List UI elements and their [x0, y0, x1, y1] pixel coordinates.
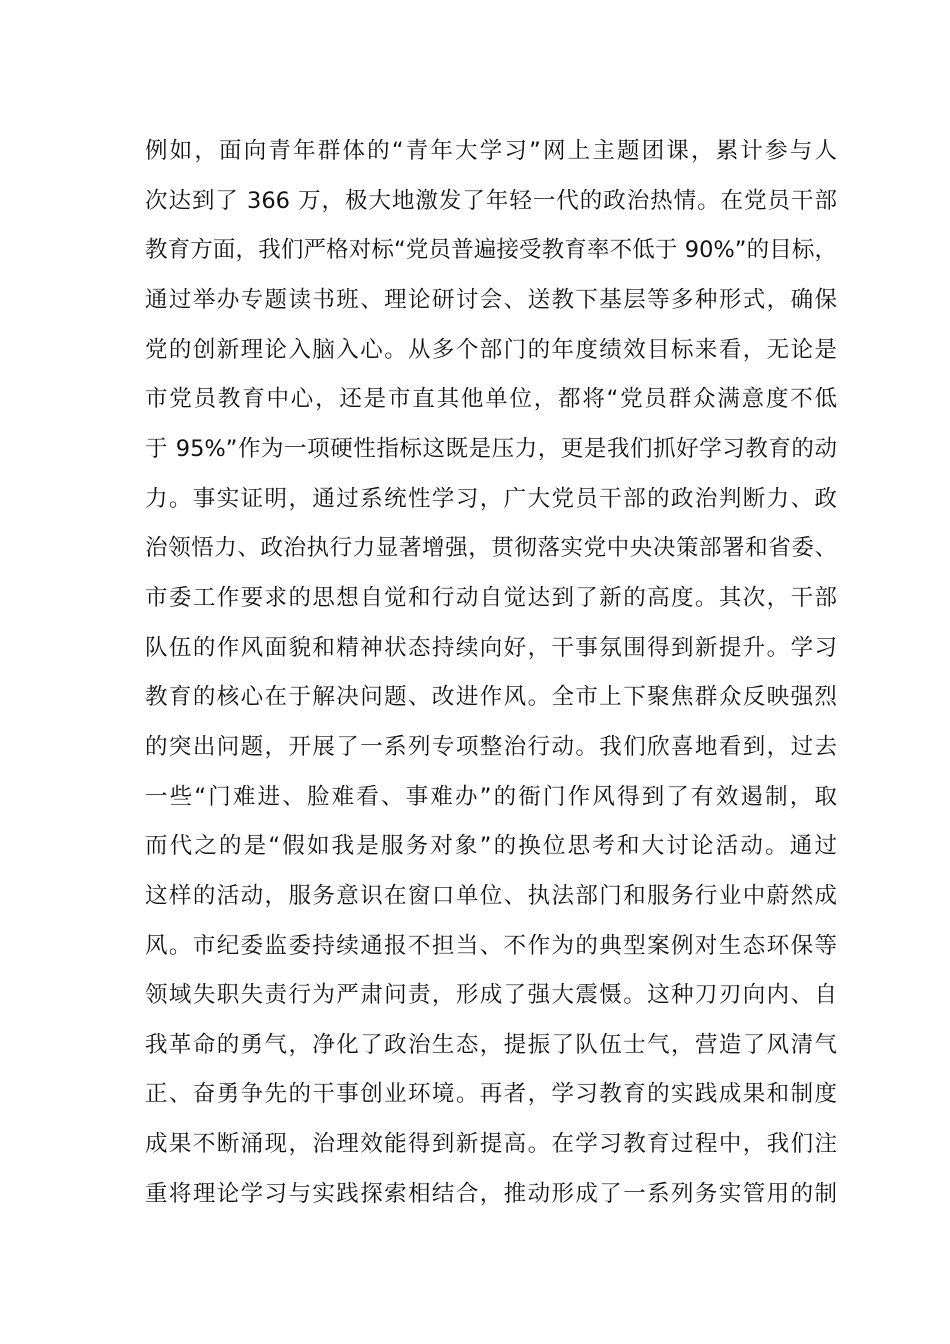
text-line: 这样的活动，服务意识在窗口单位、执法部门和服务行业中蔚然成	[145, 882, 837, 909]
text-line: 通过举办专题读书班、理论研讨会、送教下基层等多种形式，确保	[145, 286, 837, 313]
text-line: 例如，面向青年群体的“青年大学习”网上主题团课，累计参与人	[145, 138, 837, 164]
text-line: 市委工作要求的思想自觉和行动自觉达到了新的高度。其次，干部	[145, 584, 837, 611]
text-line: 重将理论学习与实践探索相结合，推动形成了一系列务实管用的制	[145, 1180, 837, 1207]
text-line: 市党员教育中心，还是市直其他单位，都将“党员群众满意度不低	[145, 386, 837, 413]
text-line: 治领悟力、政治执行力显著增强，贯彻落实党中央决策部署和省委、	[145, 535, 837, 562]
text-line: 次达到了 366 万，极大地激发了年轻一代的政治热情。在党员干部	[145, 187, 837, 214]
text-line: 正、奋勇争先的干事创业环境。再者，学习教育的实践成果和制度	[145, 1081, 837, 1108]
text-line: 党的创新理论入脑入心。从多个部门的年度绩效目标来看，无论是	[145, 336, 837, 363]
body-paragraph	[145, 127, 837, 1219]
text-line: 我革命的勇气，净化了政治生态，提振了队伍士气，营造了风清气	[145, 1031, 837, 1058]
text-line: 教育的核心在于解决问题、改进作风。全市上下聚焦群众反映强烈	[145, 684, 837, 711]
text-line: 教育方面，我们严格对标“党员普遍接受教育率不低于 90%”的目标，	[145, 237, 837, 264]
text-line: 成果不断涌现，治理效能得到新提高。在学习教育过程中，我们注	[145, 1131, 837, 1158]
text-line: 的突出问题，开展了一系列专项整治行动。我们欣喜地看到，过去	[145, 733, 837, 760]
text-line: 而代之的是“假如我是服务对象”的换位思考和大讨论活动。通过	[145, 833, 837, 860]
text-line: 一些“门难进、脸难看、事难办”的衙门作风得到了有效遏制，取	[145, 783, 837, 810]
text-line: 于 95%”作为一项硬性指标这既是压力，更是我们抓好学习教育的动	[145, 435, 837, 462]
text-line: 风。市纪委监委持续通报不担当、不作为的典型案例对生态环保等	[145, 932, 837, 959]
text-line: 队伍的作风面貌和精神状态持续向好，干事氛围得到新提升。学习	[145, 634, 837, 661]
text-line: 力。事实证明，通过系统性学习，广大党员干部的政治判断力、政	[145, 485, 837, 512]
text-line: 领域失职失责行为严肃问责，形成了强大震慑。这种刀刃向内、自	[145, 982, 837, 1009]
